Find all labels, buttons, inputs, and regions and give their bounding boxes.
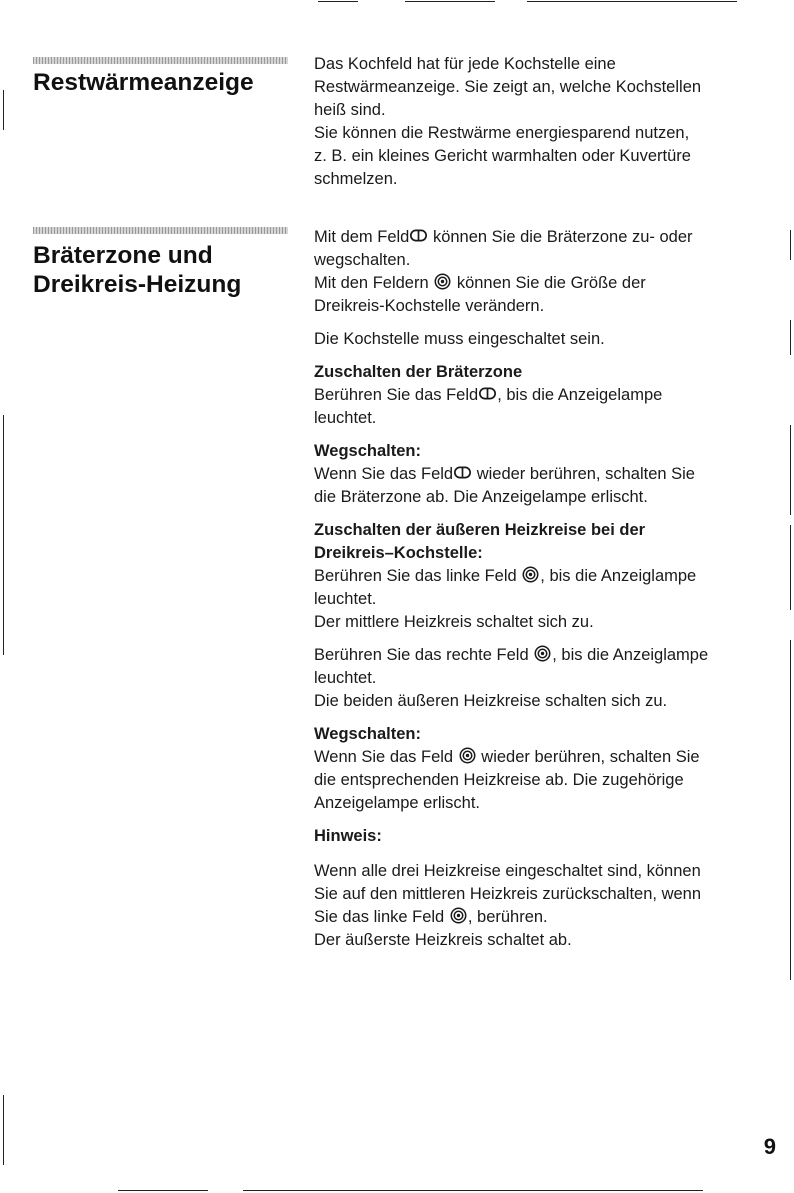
scan-edge-line: [318, 1, 358, 2]
section-divider-bar: [33, 57, 288, 64]
text-line: Die beiden äußeren Heizkreise schalten sich zu.: [314, 692, 668, 710]
subheading: Wegschalten:: [314, 725, 421, 743]
text-line: die Bräterzone ab. Die Anzeigelampe erlischt.: [314, 488, 648, 506]
text-line: leuchtet.: [314, 590, 377, 608]
subheading: Hinweis:: [314, 827, 382, 845]
text-line: heiß sind.: [314, 101, 386, 119]
text-line: leuchtet.: [314, 409, 377, 427]
text-line: Wenn alle drei Heizkreise eingeschaltet sind, können: [314, 862, 701, 880]
text-line: Mit den Feldern können Sie die Größe der: [314, 274, 646, 292]
text-line: z. B. ein kleines Gericht warmhalten oder Kuvertüre: [314, 147, 691, 165]
text-line: wegschalten.: [314, 251, 411, 269]
dreikreis-symbol-icon: [459, 747, 476, 764]
text-line: Berühren Sie das linke Feld , bis die Anzeiglampe: [314, 567, 697, 585]
text-line: Sie das linke Feld , berühren.: [314, 908, 548, 926]
dreikreis-symbol-icon: [534, 645, 551, 662]
dreikreis-symbol-icon: [450, 907, 467, 924]
text-line: Restwärmeanzeige. Sie zeigt an, welche Kochstellen: [314, 78, 702, 96]
restwaerme-text: [314, 53, 776, 191]
braeterzone-symbol-icon: [454, 464, 471, 481]
scan-edge-line: [3, 1095, 4, 1165]
text-line: Anzeigelampe erlischt.: [314, 794, 480, 812]
subheading: Dreikreis–Kochstelle:: [314, 544, 483, 562]
scan-edge-line: [790, 425, 791, 515]
text-line: Sie auf den mittleren Heizkreis zurückschalten, wenn: [314, 885, 702, 903]
text-line: Wenn Sie das Feld wieder berühren, schalten Sie: [314, 465, 695, 483]
text-line: Wenn Sie das Feld wieder berühren, schalten Sie: [314, 748, 700, 766]
braeterzone-symbol-icon: [479, 385, 496, 402]
scan-edge-line: [3, 415, 4, 655]
braeterzone-text: [314, 226, 776, 952]
section-heading-restwaermeanzeige: Restwärmeanzeige: [33, 69, 254, 96]
scan-edge-line: [118, 1190, 208, 1191]
scan-edge-line: [790, 525, 791, 610]
text-line: die entsprechenden Heizkreise ab. Die zugehörige: [314, 771, 684, 789]
scan-edge-line: [790, 230, 791, 260]
scan-edge-line: [790, 640, 791, 980]
braeterzone-symbol-icon: [410, 227, 427, 244]
scan-edge-line: [405, 1, 495, 2]
text-line: schmelzen.: [314, 170, 398, 188]
section-divider-bar: [33, 227, 288, 234]
text-line: Mit dem Feld können Sie die Bräterzone zu- oder: [314, 228, 693, 246]
text-line: Das Kochfeld hat für jede Kochstelle eine: [314, 55, 616, 73]
text-line: Berühren Sie das Feld , bis die Anzeigelampe: [314, 386, 663, 404]
text-line: Berühren Sie das rechte Feld , bis die Anzeiglampe: [314, 646, 709, 664]
text-line: Der mittlere Heizkreis schaltet sich zu.: [314, 613, 594, 631]
text-line: Dreikreis-Kochstelle verändern.: [314, 297, 545, 315]
scan-edge-line: [3, 90, 4, 130]
section-heading-braeterzone: Bräterzone und Dreikreis-Heizung: [33, 242, 242, 298]
subheading: Wegschalten:: [314, 442, 421, 460]
dreikreis-symbol-icon: [434, 273, 451, 290]
scan-edge-line: [243, 1190, 703, 1191]
text-line: Der äußerste Heizkreis schaltet ab.: [314, 931, 572, 949]
subheading: Zuschalten der Bräterzone: [314, 363, 523, 381]
subheading: Zuschalten der äußeren Heizkreise bei der: [314, 521, 646, 539]
text-line: Die Kochstelle muss eingeschaltet sein.: [314, 330, 605, 348]
scan-edge-line: [790, 320, 791, 355]
scan-edge-line: [527, 1, 737, 2]
text-line: leuchtet.: [314, 669, 377, 687]
text-line: Sie können die Restwärme energiesparend nutzen,: [314, 124, 690, 142]
page-number: 9: [763, 1134, 776, 1159]
dreikreis-symbol-icon: [522, 566, 539, 583]
